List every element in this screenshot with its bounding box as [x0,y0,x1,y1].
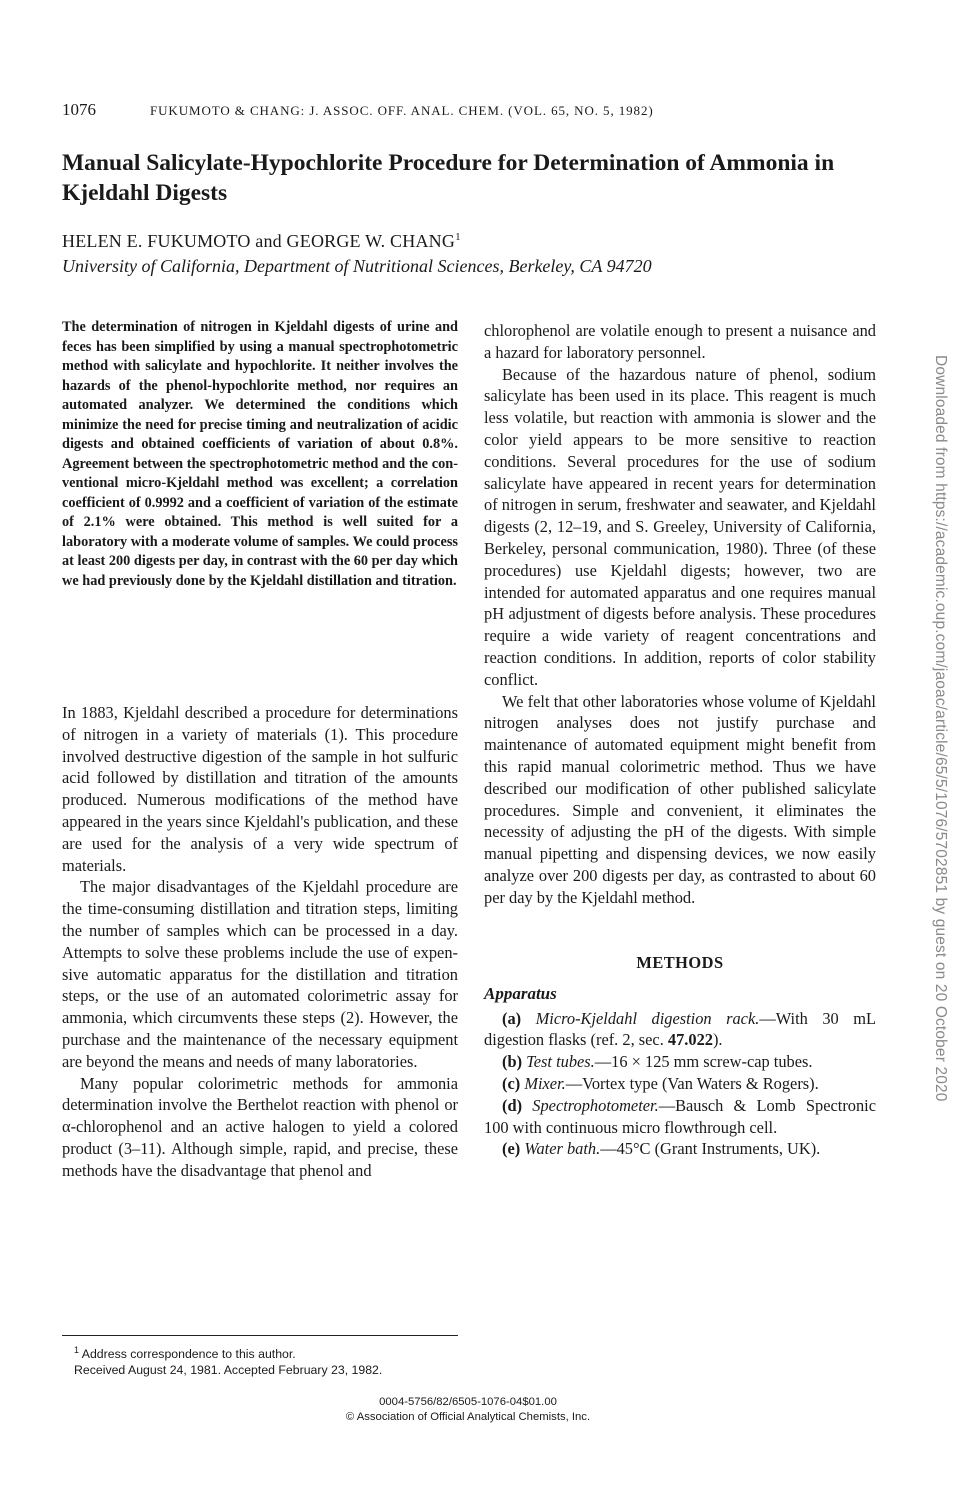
journal-citation-header: FUKUMOTO & CHANG: J. ASSOC. OFF. ANAL. CHEM. (VOL. 65, NO. 5, 1982) [150,103,654,118]
methods-heading: METHODS [636,952,724,972]
abstract: The determination of nitrogen in Kjeldahl digests of urine and feces has been simplified by using a manual spectrophotometric method with salicylate and hypochlorite. It neither involves the hazards of the phenol-hypochlorite method, nor requires an automated analyzer. We determined the conditions which minimize the need for precise timing and neutralization of acidic digests and obtained coefficients of variation of about 0.8%. Agreement between the spectrophotometric method and the conventional micro-Kjeldahl method was excellent; a correlation coefficient of 0.9992 and a coefficient of variation of the estimate of 2.1% were obtained. This method is well suited for a laboratory with a moderate volume of samples. We could process at least 200 digests per day, in contrast with the 60 per day which we had previously done by the Kjeldahl distillation and titration. [62,319,458,589]
right-column [484,320,876,1160]
item-reference: 47.022 [667,1030,713,1050]
running-head [62,100,822,124]
copyright-notice: © Association of Official Analytical Chemists, Inc. [345,1411,591,1423]
article-code: 0004-5756/82/6505-1076-04$01.00 [379,1396,557,1408]
apparatus-item [484,1138,876,1160]
author-line [62,231,461,252]
apparatus-item [484,1008,876,1052]
item-label: (e) [502,1139,521,1159]
footnote-text: Address correspondence to this author. [79,1347,296,1362]
item-label: (b) [502,1052,523,1072]
intro-paragraph-5: We felt that other laboratories whose volume of Kjeldahl nitrogen analyses does not justify purchase and maintenance of automated equipment might benefit from this rapid manual colorimetric method. Thus we have described our modification of other published salicylate procedures. Simple and convenient, it eliminates the necessity of adjusting the pH of the digests. With simple manual pipetting and dispensing devices, we now easily analyze over 200 digests per day, as contrasted to about 60 per day by the Kjeldahl method. [484,691,876,907]
item-label: (d) [502,1095,523,1115]
item-text: —Vortex type (Van Waters & Rogers). [565,1073,819,1093]
footnote-correspondence [74,1342,464,1362]
item-text: —With 30 mL digestion flasks (ref. 2, sec. [484,1008,876,1050]
intro-paragraph-1: In 1883, Kjeldahl described a procedure for determinations of nitrogen in a variety of materials (1). This procedure involved destructive digestion of the sample in hot sulfuric acid followed by distillation and titration of the amounts produced. Numerous modifications of the method have appeared in the years since Kjeldahl's publication, and these are used for the analysis of a very wide spectrum of materials. [62,703,458,875]
download-watermark: Downloaded from https://academic.oup.com/jaoac/article/65/5/1076/5702851 by guest on 20 October 2020 [932,355,949,1102]
affiliation: University of California, Department of Nutritional Sciences, Berkeley, CA 94720 [62,256,652,276]
author-footnote-mark: 1 [455,231,461,243]
item-label: (c) [502,1073,521,1093]
apparatus-item [484,1051,876,1073]
left-column [62,702,458,1182]
item-text: —45°C (Grant Instruments, UK). [600,1139,821,1159]
authors: HELEN E. FUKUMOTO and GEORGE W. CHANG [62,231,456,251]
intro-paragraph-2: The major disadvantages of the Kjeldahl procedure are the time-consuming distillation and titration steps, limiting the number of samples which can be processed in a day. Attempts to solve these problems include the use of expensive automatic apparatus for the distillation and titration steps, or the use of an automated colorimetric assay for ammonia, which circumvents these steps (2). However, the purchase and the maintenance of the necessary equipment are beyond the means and needs of many laboratories. [62,877,458,1071]
item-text: —16 × 125 mm screw-cap tubes. [594,1052,813,1072]
item-name: Test tubes. [526,1052,595,1072]
publication-info [0,1395,936,1425]
item-name: Water bath. [524,1139,601,1159]
item-name: Mixer. [524,1073,566,1093]
footnote-divider [62,1335,458,1336]
apparatus-item [484,1095,876,1139]
footnote [74,1342,464,1378]
item-label: (a) [502,1008,522,1028]
received-dates: Received August 24, 1981. Accepted February 23, 1982. [74,1363,383,1378]
apparatus-subheading: Apparatus [484,983,557,1003]
item-text: —Bausch & Lomb Spectronic 100 with continuous micro flowthrough cell. [484,1095,876,1137]
item-name: Spectrophotometer. [532,1095,659,1115]
apparatus-item [484,1073,876,1095]
article-title: Manual Salicylate-Hypochlorite Procedure for Determination of Ammonia in Kjeldahl Digests [62,150,835,206]
intro-paragraph-3-continued: chlorophenol are volatile enough to present a nuisance and a hazard for laboratory personnel. [484,321,876,362]
item-tail: ). [712,1030,723,1050]
item-name: Micro-Kjeldahl digestion rack. [535,1008,760,1028]
footnote-mark: 1 [74,1345,80,1355]
page-number: 1076 [62,100,96,119]
intro-paragraph-3: Many popular colorimetric methods for ammonia determination involve the Berthelot reaction with phenol or α-chlorophenol and an active halogen to yield a colored product (3–11). Although simple, rapid, and precise, these methods have the disadvantage that phenol and [62,1073,458,1180]
intro-paragraph-4: Because of the hazardous nature of phenol, sodium salicylate has been used in its place. This reagent is much less volatile, but reaction with ammonia is slower and the color yield appears to be more sensitive to reaction conditions. Several procedures for the use of sodium salicylate have appeared in recent years for determination of nitrogen in serum, freshwater and seawater, and Kjeldahl digests (2, 12–19, and S. Greeley, University of California, Berkeley, personal communication, 1980). Three (of these procedures) use Kjeldahl digests; however, two are intended for automated apparatus and one requires manual pH adjustment of digests before analysis. These procedures require a wide variety of reagent concentrations and reaction conditions. In addition, reports of color stability conflict. [484,364,876,689]
